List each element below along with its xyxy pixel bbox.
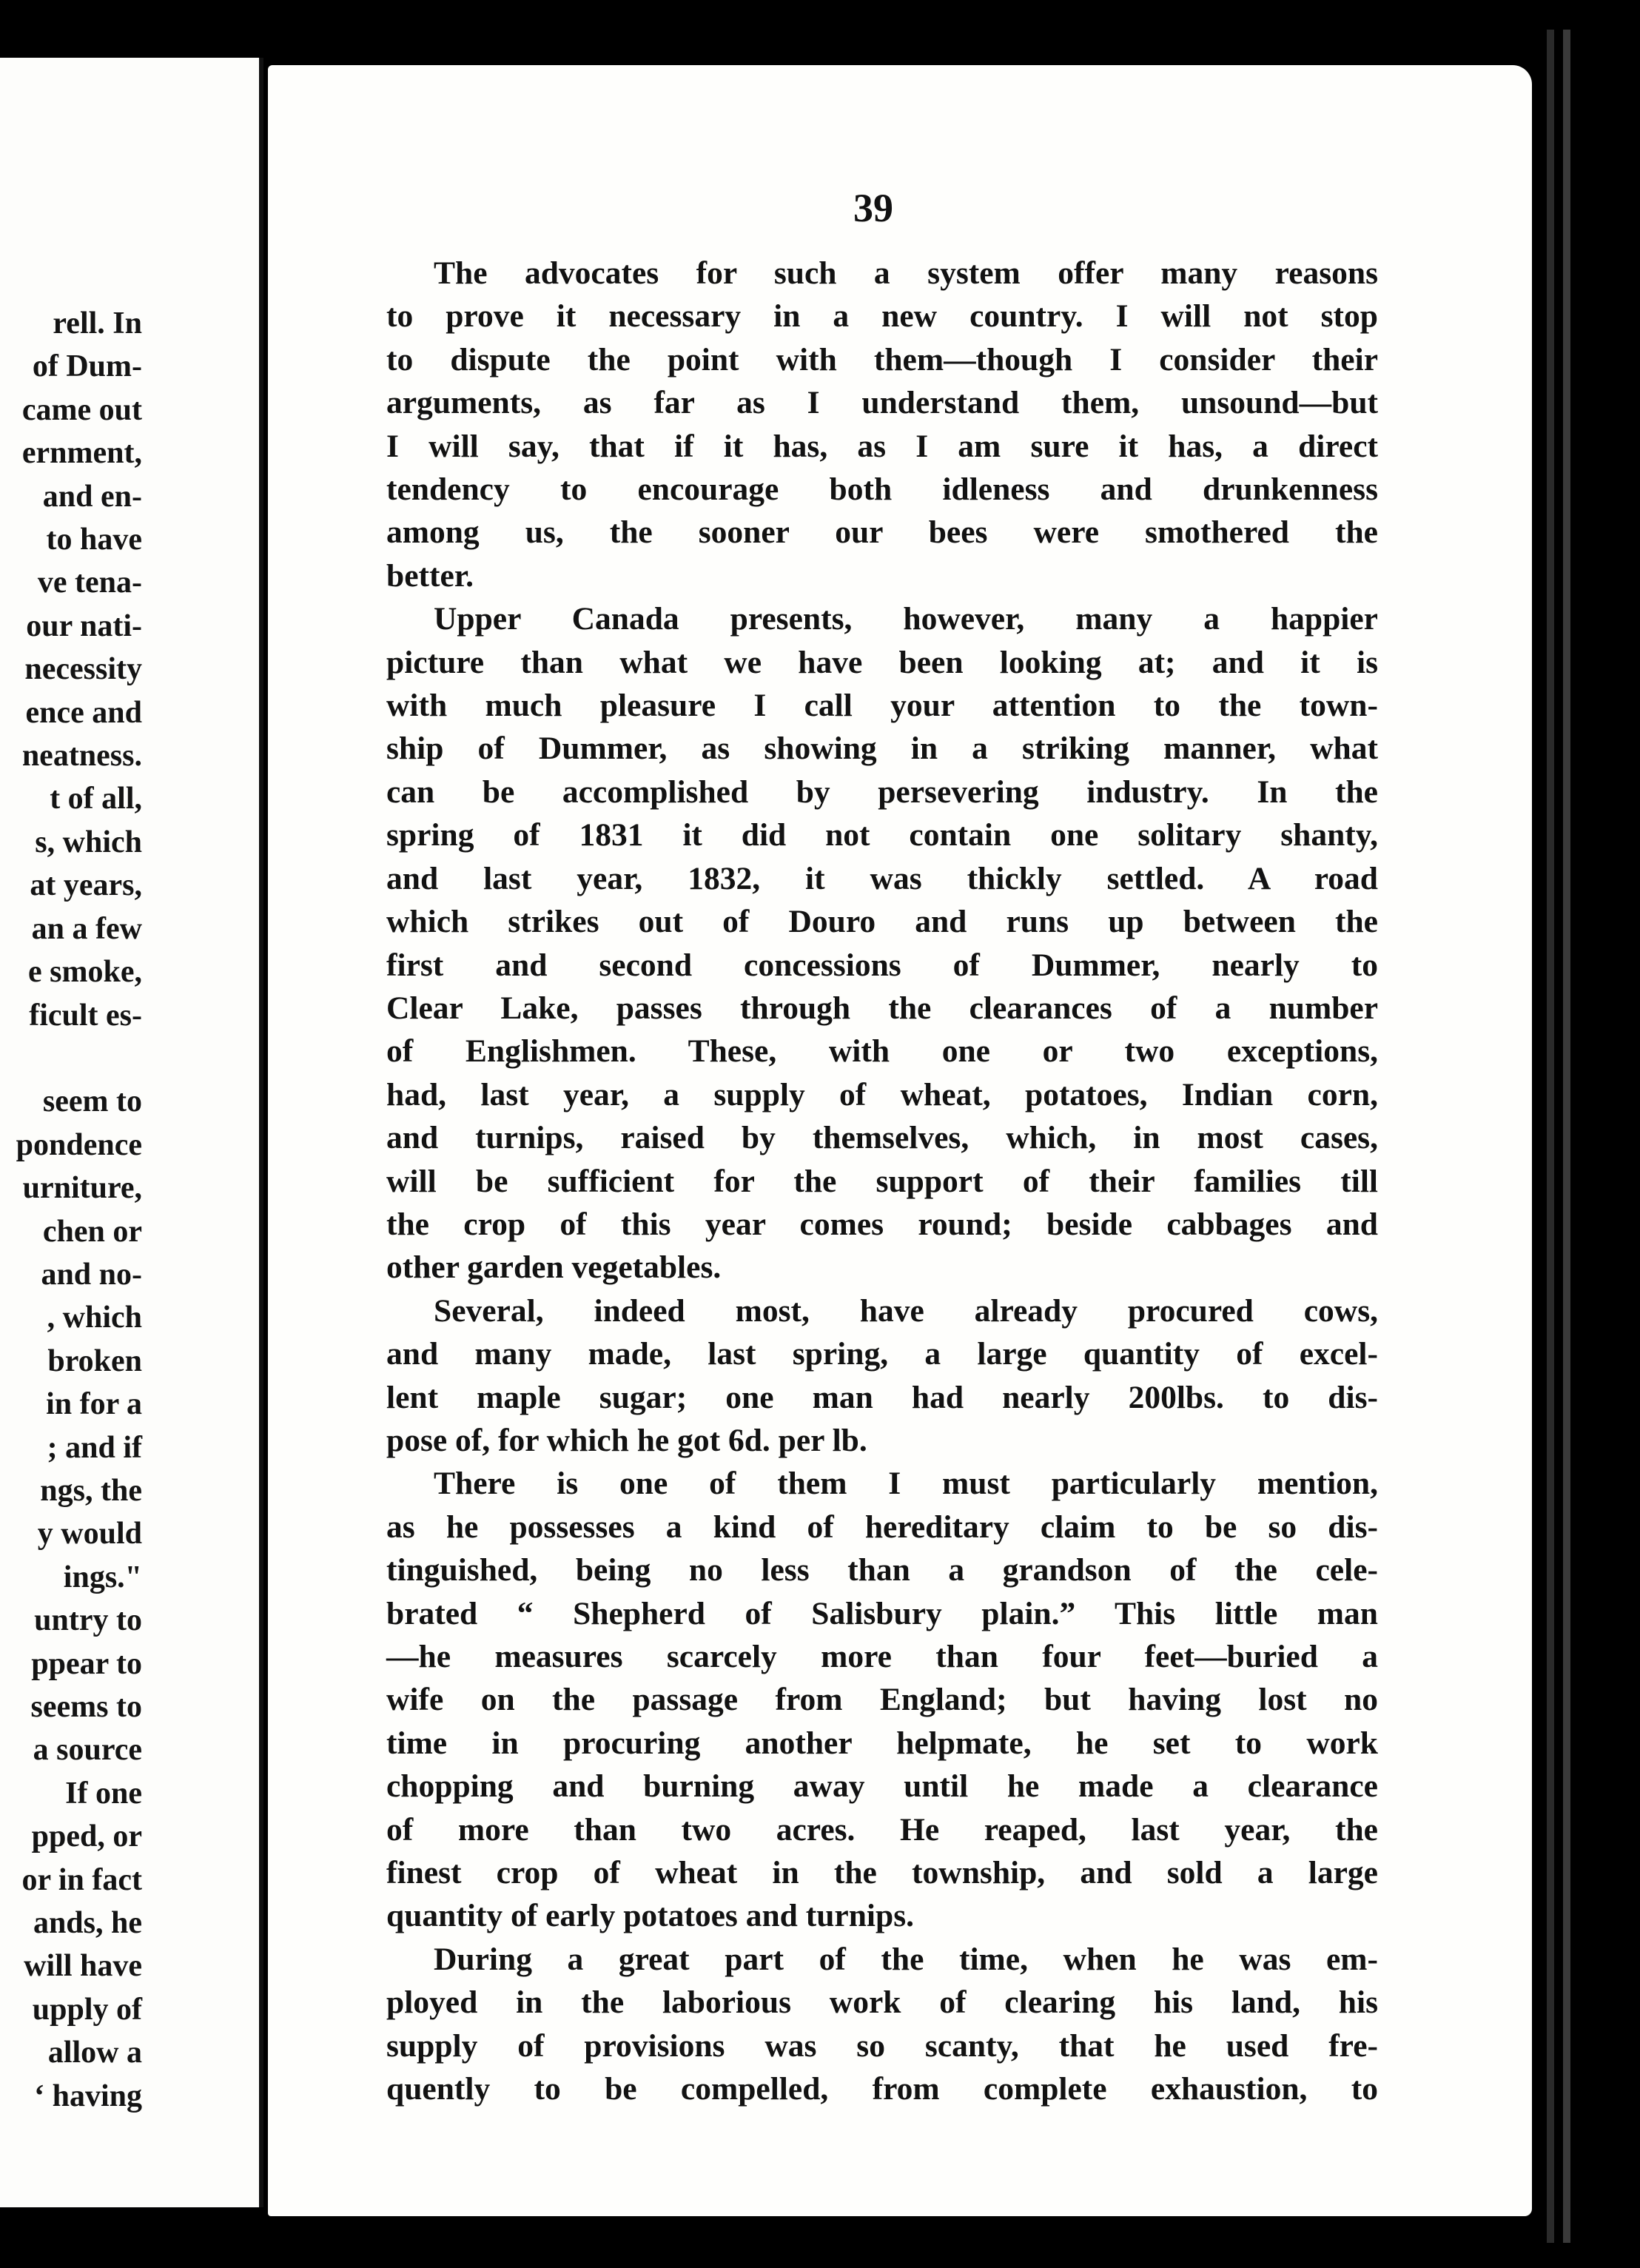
text-line: During a great part of the time, when he was em- — [434, 1941, 1378, 1977]
left-page-fragment: and no- — [41, 1257, 142, 1292]
text-line: ployed in the laborious work of clearing his land, his — [386, 1984, 1378, 2021]
text-line: brated “ Shepherd of Salisbury plain.” This little man — [386, 1595, 1378, 1631]
left-page-fragment: allow a — [47, 2036, 142, 2070]
text-line: supply of provisions was so scanty, that he used fre- — [386, 2027, 1378, 2064]
left-page-fragment: s, which — [35, 825, 142, 859]
text-line: ship of Dummer, as showing in a striking manner, what — [386, 731, 1378, 767]
text-line: had, last year, a supply of wheat, potatoes, Indian corn, — [386, 1076, 1378, 1113]
left-page-text — [16, 302, 142, 2118]
text-line: —he measures scarcely more than four feet—buried a — [386, 1639, 1378, 1674]
text-line: Several, indeed most, have already procured cows, — [434, 1292, 1378, 1329]
left-page-fragment: untry to — [34, 1603, 142, 1638]
text-line: of Englishmen. These, with one or two exceptions, — [386, 1033, 1378, 1070]
left-page-fragment: If one — [65, 1776, 142, 1811]
left-page-fragment: ence and — [25, 695, 142, 730]
text-line: with much pleasure I call your attention to the town- — [386, 688, 1378, 724]
text-line: to prove it necessary in a new country. I will not stop — [386, 298, 1378, 335]
left-page-fragment: a source — [33, 1733, 142, 1768]
text-line: can be accomplished by persevering industry. In the — [386, 774, 1378, 810]
text-line: quantity of early potatoes and turnips. — [386, 1898, 914, 1934]
text-line: picture than what we have been looking at; and it is — [386, 644, 1378, 680]
left-page-fragment: ernment, — [21, 436, 142, 471]
text-line: as he possesses a kind of hereditary claim to be so dis- — [386, 1509, 1378, 1545]
left-page-fragment: came out — [21, 392, 142, 427]
left-page-fragment: ands, he — [33, 1906, 142, 1941]
left-page-fragment: ficult es- — [29, 998, 142, 1033]
text-line: which strikes out of Douro and runs up between the — [386, 904, 1378, 940]
body-text — [386, 252, 1378, 2110]
text-line: arguments, as far as I understand them, unsound—but — [386, 385, 1378, 421]
text-line: the crop of this year comes round; beside cabbages and — [386, 1206, 1378, 1242]
left-page-fragment: e smoke, — [28, 955, 142, 990]
text-line: to dispute the point with them—though I consider their — [386, 341, 1378, 378]
left-page-fragment: , which — [47, 1301, 142, 1335]
page-number: 39 — [853, 186, 893, 230]
left-page-fragment: an a few — [31, 911, 142, 946]
text-line: of more than two acres. He reaped, last year, the — [386, 1811, 1378, 1848]
text-line: will be sufficient for the support of their families till — [386, 1163, 1378, 1199]
book-edge — [1563, 30, 1570, 2243]
text-line: lent maple sugar; one man had nearly 200lbs. to dis- — [386, 1379, 1378, 1415]
left-page-fragment: ; and if — [47, 1430, 142, 1465]
text-line: tinguished, being no less than a grandson of the cele- — [386, 1552, 1378, 1588]
left-page-fragment: at years, — [30, 868, 142, 903]
left-page-fragment: chen or — [42, 1214, 142, 1249]
text-line: spring of 1831 it did not contain one solitary shanty, — [386, 817, 1378, 853]
left-page-fragment: seem to — [42, 1084, 142, 1119]
text-line: and turnips, raised by themselves, which, in most cases, — [386, 1120, 1378, 1156]
text-line: I will say, that if it has, as I am sure it has, a direct — [386, 428, 1378, 464]
left-page — [0, 58, 263, 2207]
left-page-fragment: ings." — [63, 1560, 142, 1594]
text-line: wife on the passage from England; but having lost no — [386, 1682, 1378, 1718]
text-line: finest crop of wheat in the township, and sold a large — [386, 1855, 1378, 1891]
left-page-fragment: ngs, the — [40, 1473, 142, 1508]
left-page-fragment: our nati- — [26, 608, 142, 643]
text-line: tendency to encourage both idleness and drunkenness — [386, 472, 1378, 508]
left-page-fragment: broken — [47, 1343, 142, 1378]
left-page-fragment: pondence — [16, 1127, 142, 1162]
left-page-fragment: urniture, — [22, 1171, 142, 1206]
book-edge — [1547, 30, 1554, 2243]
left-page-fragment: ‘ having — [34, 2079, 142, 2113]
left-page-fragment: t of all, — [50, 782, 142, 816]
left-page-fragment: y would — [37, 1517, 142, 1551]
left-page-fragment: seems to — [30, 1689, 142, 1724]
left-page-fragment: rell. In — [53, 306, 142, 340]
left-page-fragment: necessity — [24, 652, 142, 687]
text-line: better. — [386, 557, 474, 594]
text-line: first and second concessions of Dummer, nearly to — [386, 947, 1378, 983]
text-line: and last year, 1832, it was thickly settled. A road — [386, 860, 1378, 896]
left-page-fragment — [16, 1037, 142, 1080]
left-page-fragment: or in fact — [21, 1862, 142, 1897]
left-page-fragment: in for a — [46, 1387, 142, 1422]
left-page-fragment: ve tena- — [37, 566, 142, 600]
left-page-fragment: and en- — [42, 479, 142, 514]
text-line: other garden vegetables. — [386, 1249, 722, 1286]
text-line: chopping and burning away until he made a clearance — [386, 1768, 1378, 1805]
left-page-fragment: upply of — [32, 1992, 142, 2027]
left-page-fragment: pped, or — [31, 1819, 142, 1854]
text-line: The advocates for such a system offer many reasons — [434, 255, 1378, 291]
text-line: time in procuring another helpmate, he set to work — [386, 1725, 1378, 1761]
left-page-fragment: will have — [24, 1949, 142, 1984]
text-line: Upper Canada presents, however, many a happier — [434, 601, 1378, 637]
left-page-fragment: to have — [46, 523, 142, 557]
left-page-fragment: neatness. — [21, 739, 142, 774]
text-line: quently to be compelled, from complete exhaustion, to — [386, 2071, 1378, 2107]
text-line: pose of, for which he got 6d. per lb. — [386, 1422, 867, 1458]
text-line: There is one of them I must particularly mention, — [434, 1466, 1378, 1502]
left-page-fragment: of Dum- — [32, 349, 142, 384]
text-line: and many made, last spring, a large quantity of excel- — [386, 1336, 1378, 1372]
text-line: Clear Lake, passes through the clearances of a number — [386, 990, 1378, 1026]
left-page-fragment: ppear to — [31, 1646, 142, 1681]
text-line: among us, the sooner our bees were smothered the — [386, 514, 1378, 551]
